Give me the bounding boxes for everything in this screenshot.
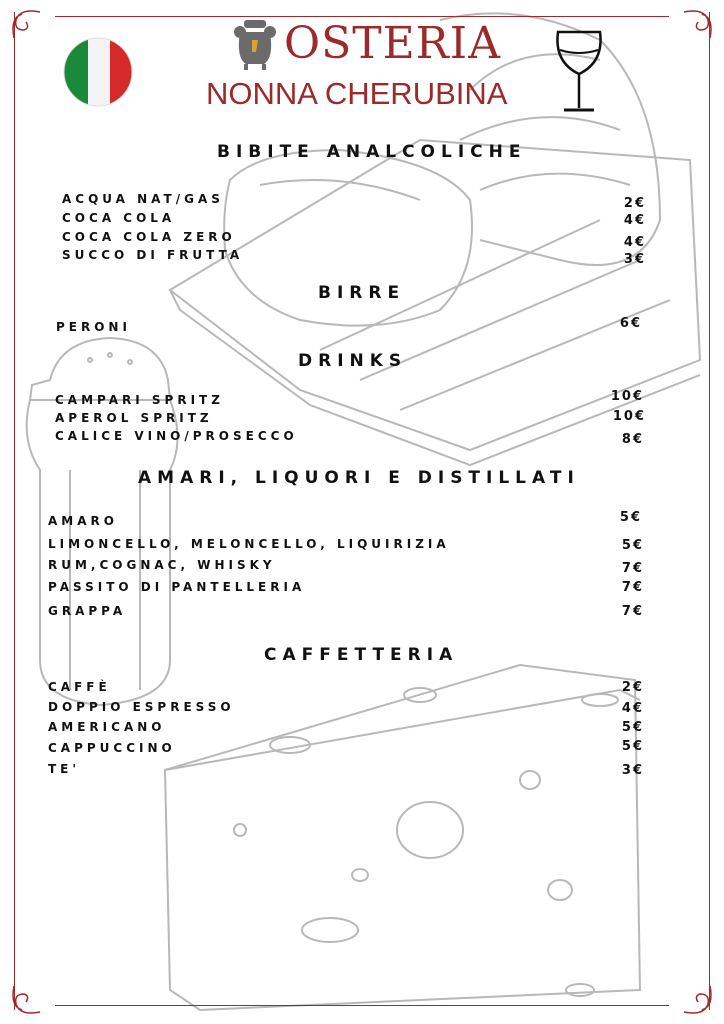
menu-item-name: RUM,COGNAC, WHISKY [48,558,276,572]
menu-item-price: 3€ [621,763,644,778]
corner-ornament-bottom-right [678,980,718,1020]
brand-name: OSTERIA [284,18,501,69]
pot-icon [232,18,278,70]
menu-item-name: LIMONCELLO, MELONCELLO, LIQUIRIZIA [48,537,450,551]
menu-item-name: ACQUA NAT/GAS [62,192,224,206]
corner-ornament-top-right [678,4,718,44]
menu-item-price: 5€ [619,510,642,525]
section-title-amari: AMARI, LIQUORI E DISTILLATI [138,468,580,488]
menu-item-price: 8€ [621,432,644,447]
menu-item-price: 10€ [610,389,644,404]
menu-item-price: 4€ [621,701,644,716]
menu-item-name: AMERICANO [48,720,166,734]
border-top-line [55,16,669,17]
section-title-caffetteria: CAFFETTERIA [264,645,459,665]
menu-item-price: 2€ [623,196,646,211]
menu-item-name: CAPPUCCINO [48,741,176,755]
menu-item-price: 3€ [623,252,646,267]
menu-item-name: CAFFÈ [48,680,111,694]
menu-item-name: DOPPIO ESPRESSO [48,700,235,714]
menu-item-name: PASSITO DI PANTELLERIA [48,580,306,594]
brand-subtitle: NONNA CHERUBINA [206,76,508,111]
section-title-drinks: DRINKS [298,351,408,371]
menu-item-price: 7€ [621,604,644,619]
border-bottom-line [55,1005,669,1006]
menu-item-name: COCA COLA ZERO [62,230,236,244]
menu-item-price: 4€ [623,235,646,250]
menu-item-name: SUCCO DI FRUTTA [62,248,244,262]
menu-item-name: TE' [48,762,81,776]
corner-ornament-top-left [6,4,46,44]
italian-flag-icon [62,36,134,108]
menu-item-price: 5€ [621,720,644,735]
menu-item-name: PERONI [56,320,131,334]
menu-item-price: 7€ [621,561,644,576]
menu-item-price: 7€ [621,580,644,595]
wine-glass-icon [552,28,606,116]
menu-item-price: 4€ [623,213,646,228]
section-title-bibite: BIBITE ANALCOLICHE [217,142,527,162]
menu-item-name: CAMPARI SPRITZ [55,393,224,407]
section-title-birre: BIRRE [318,283,406,303]
corner-ornament-bottom-left [6,980,46,1020]
menu-item-name: CALICE VINO/PROSECCO [55,429,298,443]
menu-item-price: 2€ [621,680,644,695]
menu-item-price: 6€ [619,316,642,331]
menu-item-name: GRAPPA [48,604,127,618]
menu-item-name: COCA COLA [62,211,176,225]
menu-item-price: 5€ [621,538,644,553]
menu-item-name: APEROL SPRITZ [55,411,213,425]
menu-item-price: 10€ [612,409,646,424]
menu-item-price: 5€ [621,739,644,754]
menu-item-name: AMARO [48,514,118,528]
